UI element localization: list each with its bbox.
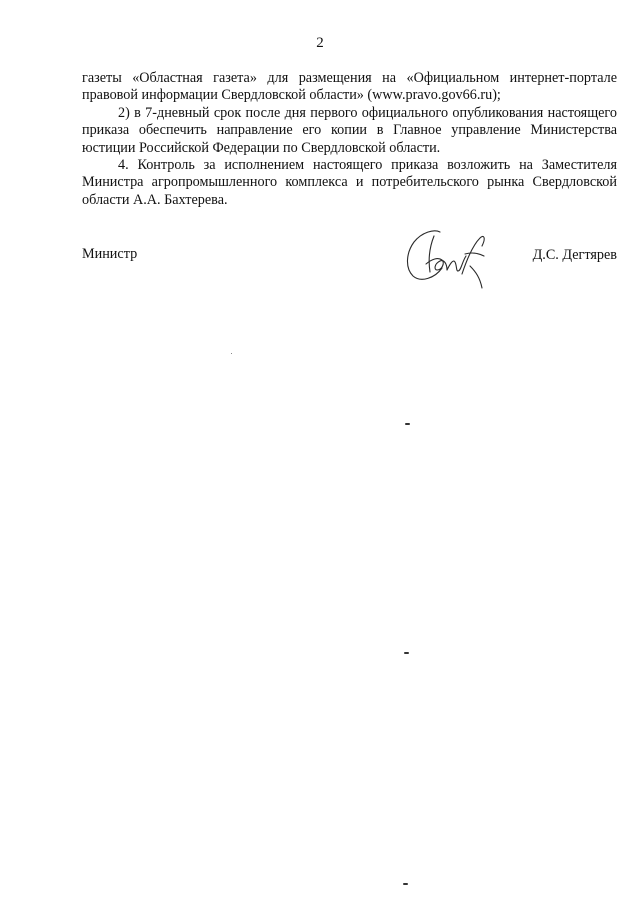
paragraph-item-4: 4. Контроль за исполнением настоящего приказа возложить на Заместителя Министра агропромышленного комплекса и потребительского рынка Свердловской области А.А. Бахтерева. [82, 157, 617, 208]
scan-speck [404, 652, 409, 654]
scan-speck [231, 353, 232, 354]
signature-block [82, 244, 617, 294]
paragraph-item-2: 2) в 7-дневный срок после дня первого официального опубликования настоящего приказа обеспечить направление его копии в Главное управление Министерства юстиции Российской Федерации по Свердловской области. [82, 104, 617, 156]
paragraph-continuation: газеты «Областная газета» для размещения на «Официальном интернет-портале правовой информации Свердловской области» (www.pravo.gov66.ru); [82, 70, 617, 104]
scan-speck [405, 423, 410, 425]
handwritten-signature [404, 226, 494, 292]
page-number: 2 [316, 35, 324, 51]
signatory-title: Министр [82, 246, 138, 262]
signatory-name: Д.С. Дегтярев [532, 247, 617, 263]
scan-speck [403, 883, 408, 885]
document-body [82, 70, 617, 209]
